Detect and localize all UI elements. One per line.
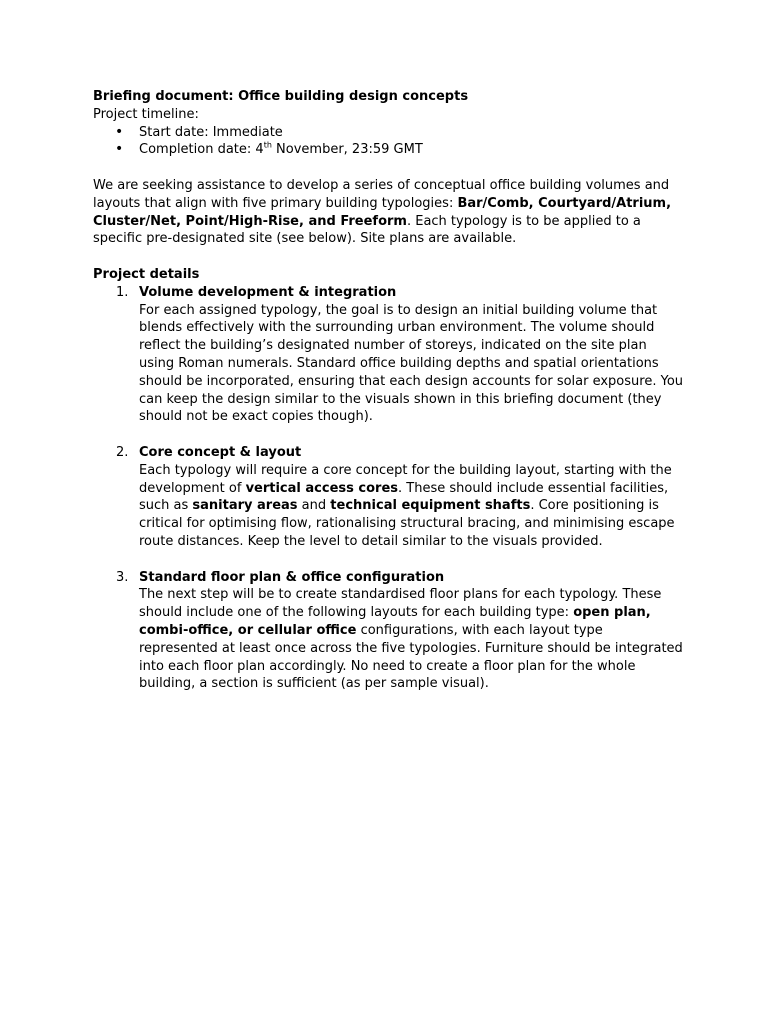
detail-item-2-body-d: . Core positioning is critical for optimising flow, rationalising structural bracing, and minimising escape route distances. Keep the level to detail similar to the visuals provided. (139, 498, 675, 549)
intro-text-part1: We are seeking assistance to develop a series of conceptual office building volumes and layouts that align with five primary building typologies: (93, 177, 670, 211)
detail-item-2 (93, 444, 683, 551)
detail-item-2-bold-b: sanitary areas (192, 498, 298, 514)
detail-item-3-body-b: configurations, with each layout type represented at least once across the five typologies. Furniture should be integrated into each floor plan accordingly. No need to create a floor plan for the whole building, a section is sufficient (as per sample visual). (139, 622, 683, 692)
start-date-text: Start date: Immediate (139, 124, 283, 140)
detail-item-2-bold-a: vertical access cores (245, 480, 399, 496)
completion-date-superscript: th (263, 141, 272, 151)
detail-item-1-number: 1. (116, 284, 129, 300)
detail-item-2-body (139, 462, 683, 551)
details-heading: Project details (93, 266, 200, 282)
detail-item-3-body-a: The next step will be to create standardised floor plans for each typology. These should include one of the following layouts for each building type: (139, 587, 662, 621)
detail-item-3-bold-a: open plan, combi-office, or cellular office (139, 605, 651, 638)
list-item-completion-date (93, 141, 683, 159)
detail-item-3-number: 3. (116, 569, 129, 585)
document-title: Briefing document: Office building design concepts (93, 89, 469, 104)
detail-item-2-body-b: . These should include essential facilities, such as (139, 480, 669, 514)
intro-paragraph (93, 177, 683, 248)
detail-item-2-bold-c: technical equipment shafts (330, 498, 531, 514)
detail-item-1 (93, 284, 683, 426)
intro-text-part2: . Each typology is to be applied to a specific pre-designated site (see below). Site plans are available. (93, 213, 641, 247)
intro-typologies: Bar/Comb, Courtyard/Atrium, Cluster/Net, Point/High-Rise, and Freeform (93, 195, 672, 229)
timeline-label: Project timeline: (93, 106, 199, 122)
list-item-start-date (93, 124, 683, 142)
detail-item-2-body-c: and (297, 498, 331, 514)
detail-item-3-title: Standard floor plan & office configuration (139, 569, 445, 585)
document-page (93, 88, 683, 693)
detail-item-1-body: For each assigned typology, the goal is to design an initial building volume that blends effectively with the surrounding urban environment. The volume should reflect the building’s designated number of storeys, indicated on the site plan using Roman numerals. Standard office building depths and spatial orientations should be incorporated, ensuring that each design accounts for solar exposure. You can keep the design similar to the visuals shown in this briefing document (they should not be exact copies though). (139, 302, 684, 425)
detail-item-2-body-a: Each typology will require a core concept for the building layout, starting with the development of (139, 462, 672, 496)
detail-item-2-number: 2. (116, 444, 129, 460)
detail-item-3 (93, 569, 683, 694)
timeline-list (93, 124, 683, 160)
detail-item-2-title: Core concept & layout (139, 444, 302, 460)
detail-item-3-body (139, 586, 683, 693)
detail-item-1-title: Volume development & integration (139, 284, 397, 300)
completion-date-suffix: November, 23:59 GMT (271, 142, 423, 158)
completion-date-prefix: Completion date: 4 (139, 142, 264, 158)
